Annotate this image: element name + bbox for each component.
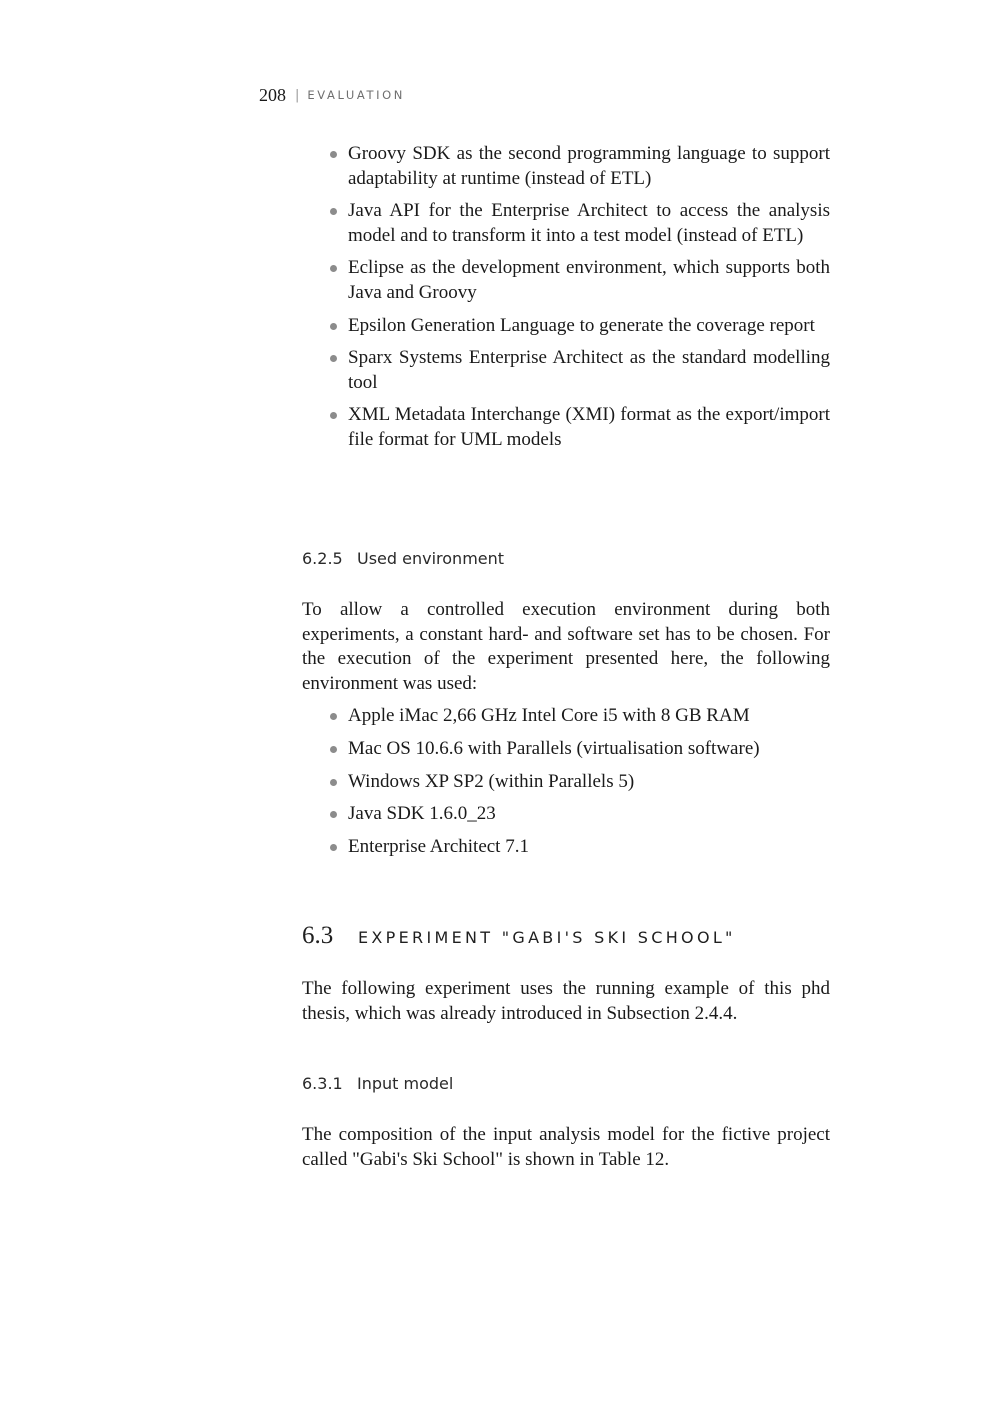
list-item: Sparx Systems Enterprise Architect as the standard modelling tool <box>302 346 830 395</box>
list-item: Java API for the Enterprise Architect to access the analysis model and to transform it into a test model (instead of ETL) <box>302 199 830 248</box>
bullet-icon <box>330 323 337 330</box>
bullet-icon <box>330 151 337 158</box>
list-item: Mac OS 10.6.6 with Parallels (virtualisation software) <box>302 737 830 762</box>
bullet-icon <box>330 811 337 818</box>
bullet-icon <box>330 746 337 753</box>
list-item: XML Metadata Interchange (XMI) format as the export/import file format for UML models <box>302 403 830 452</box>
tools-list <box>302 142 830 453</box>
section-heading-63 <box>302 922 830 950</box>
list-item: Enterprise Architect 7.1 <box>302 835 830 860</box>
list-item: Groovy SDK as the second programming language to support adaptability at runtime (instead of ETL) <box>302 142 830 191</box>
bullet-icon <box>330 208 337 215</box>
bullet-icon <box>330 355 337 362</box>
environment-list <box>302 704 830 859</box>
subsection-title: Input model <box>357 1074 454 1093</box>
section-63-body <box>302 977 830 1026</box>
bullet-icon <box>330 412 337 419</box>
list-item: Epsilon Generation Language to generate the coverage report <box>302 314 830 339</box>
bullet-icon <box>330 844 337 851</box>
subsection-number: 6.3.1 <box>302 1074 343 1093</box>
list-item: Apple iMac 2,66 GHz Intel Core i5 with 8 GB RAM <box>302 704 830 729</box>
section-title: EXPERIMENT "GABI'S SKI SCHOOL" <box>358 928 736 947</box>
bullet-icon <box>330 265 337 272</box>
subsection-631-paragraph: The composition of the input analysis model for the fictive project called "Gabi's Ski School" is shown in Table 12. <box>302 1124 830 1170</box>
bullet-icon <box>330 779 337 786</box>
subsection-title: Used environment <box>357 549 505 568</box>
page-number: 208 <box>259 85 286 105</box>
subsection-heading-625 <box>302 548 830 570</box>
tools-list-block <box>302 142 830 461</box>
subsection-number: 6.2.5 <box>302 549 343 568</box>
header-separator: | <box>295 88 300 103</box>
section-63-paragraph: The following experiment uses the running example of this phd thesis, which was already introduced in Subsection 2.4.4. <box>302 978 830 1024</box>
list-item: Windows XP SP2 (within Parallels 5) <box>302 770 830 795</box>
bullet-icon <box>330 713 337 720</box>
environment-paragraph: To allow a controlled execution environment during both experiments, a constant hard- and software set has to be chosen. For the execution of the experiment presented here, the following environment was used: <box>302 599 830 694</box>
section-number: 6.3 <box>302 922 334 949</box>
list-item: Java SDK 1.6.0_23 <box>302 802 830 827</box>
running-header <box>259 84 405 109</box>
running-title: EVALUATION <box>307 88 405 102</box>
list-item: Eclipse as the development environment, which supports both Java and Groovy <box>302 256 830 305</box>
subsection-631-body <box>302 1123 830 1172</box>
environment-block <box>302 598 830 867</box>
subsection-heading-631 <box>302 1073 830 1095</box>
